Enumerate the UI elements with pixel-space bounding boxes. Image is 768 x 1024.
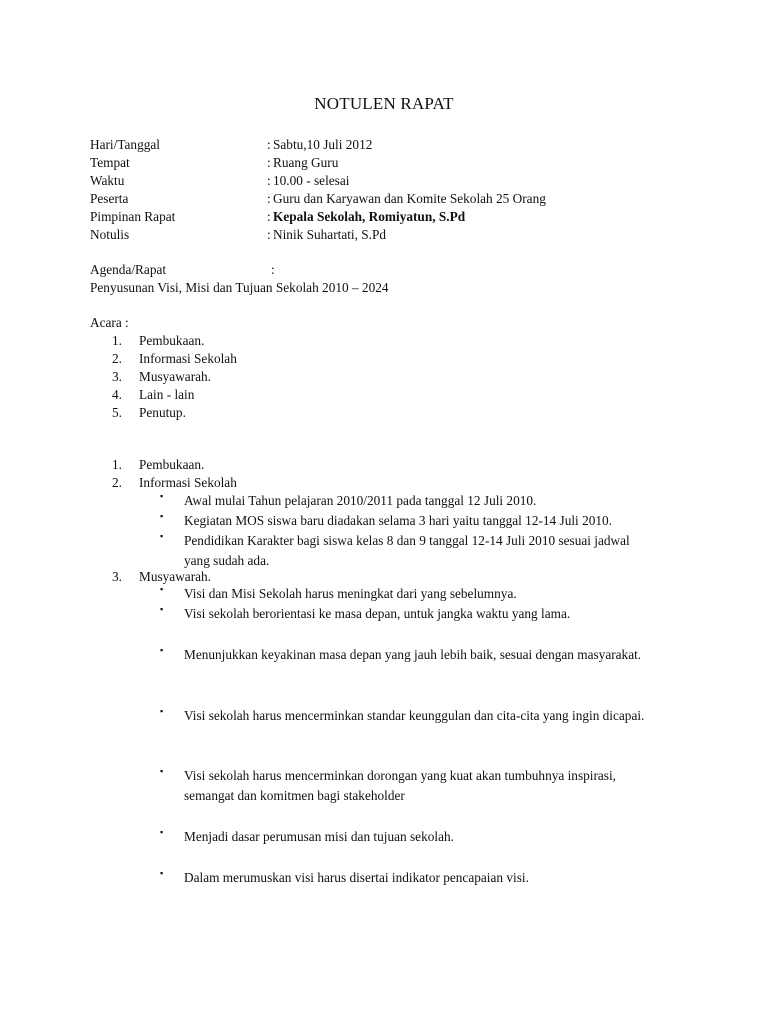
bullet-icon: ▪: [160, 827, 164, 837]
bullet-icon: ▪: [160, 531, 164, 541]
info-value: Ruang Guru: [273, 155, 339, 170]
bullet-icon: ▪: [160, 766, 164, 776]
bullet-text: Visi sekolah berorientasi ke masa depan, untuk jangka waktu yang lama.: [184, 606, 571, 621]
list-text: Pembukaan.: [139, 333, 205, 348]
info-value: Sabtu,10 Juli 2012: [273, 137, 373, 152]
acara-label: Acara :: [90, 315, 129, 330]
list-number: 2.: [112, 475, 122, 490]
info-label: Hari/Tanggal: [90, 137, 160, 152]
bullet-text: Visi sekolah harus mencerminkan dorongan yang kuat akan tumbuhnya inspirasi, semangat dan komitmen bagi stakeholder: [184, 768, 616, 803]
list-number: 5.: [112, 405, 122, 420]
info-value: Kepala Sekolah, Romiyatun, S.Pd: [273, 209, 466, 224]
info-separator: :: [267, 209, 271, 224]
info-separator: :: [267, 155, 271, 170]
agenda-heading: [90, 261, 389, 279]
list-text: Musyawarah.: [139, 569, 212, 584]
bullet-text: Dalam merumuskan visi harus disertai indikator pencapaian visi.: [184, 870, 529, 885]
agenda-separator: :: [271, 262, 275, 277]
bullet-icon: ▪: [160, 491, 164, 501]
info-separator: :: [267, 173, 271, 188]
bullet-text: Kegiatan MOS siswa baru diadakan selama 3 hari yaitu tanggal 12-14 Juli 2010.: [184, 513, 612, 528]
info-separator: :: [267, 227, 271, 242]
info-value: Ninik Suhartati, S.Pd: [273, 227, 387, 242]
info-separator: :: [267, 137, 271, 152]
list-text: Lain - lain: [139, 387, 195, 402]
bullet-text: Awal mulai Tahun pelajaran 2010/2011 pada tanggal 12 Juli 2010.: [184, 493, 537, 508]
list-text: Penutup.: [139, 405, 186, 420]
bullet-icon: ▪: [160, 584, 164, 594]
list-number: 1.: [112, 457, 122, 472]
list-number: 1.: [112, 333, 122, 348]
list-number: 3.: [112, 369, 122, 384]
bullet-text: Visi dan Misi Sekolah harus meningkat dari yang sebelumnya.: [184, 586, 517, 601]
bullet-icon: ▪: [160, 645, 164, 655]
agenda-section: [90, 261, 389, 297]
document-title: NOTULEN RAPAT: [314, 94, 454, 113]
bullet-text: Visi sekolah harus mencerminkan standar keunggulan dan cita-cita yang ingin dicapai.: [184, 708, 645, 723]
list-text: Informasi Sekolah: [139, 475, 237, 490]
list-text: Informasi Sekolah: [139, 351, 237, 366]
info-label: Notulis: [90, 227, 130, 242]
bullet-text: Menjadi dasar perumusan misi dan tujuan sekolah.: [184, 829, 454, 844]
list-number: 4.: [112, 387, 122, 402]
info-label: Peserta: [90, 191, 129, 206]
agenda-label: Agenda/Rapat: [90, 262, 167, 277]
list-number: 2.: [112, 351, 122, 366]
bullet-text: Menunjukkan keyakinan masa depan yang jauh lebih baik, sesuai dengan masyarakat.: [184, 647, 642, 662]
info-separator: :: [267, 191, 271, 206]
info-value: Guru dan Karyawan dan Komite Sekolah 25 Orang: [273, 191, 546, 206]
agenda-text: Penyusunan Visi, Misi dan Tujuan Sekolah 2010 – 2024: [90, 280, 389, 295]
bullet-icon: ▪: [160, 604, 164, 614]
info-label: Waktu: [90, 173, 125, 188]
bullet-icon: ▪: [160, 706, 164, 716]
list-number: 3.: [112, 569, 122, 584]
info-value: 10.00 - selesai: [273, 173, 350, 188]
list-text: Pembukaan.: [139, 457, 205, 472]
bullet-text: Pendidikan Karakter bagi siswa kelas 8 dan 9 tanggal 12-14 Juli 2010 sesuai jadwal yang sudah ada.: [184, 533, 630, 568]
info-label: Tempat: [90, 155, 130, 170]
info-label: Pimpinan Rapat: [90, 209, 176, 224]
bullet-icon: ▪: [160, 868, 164, 878]
bullet-icon: ▪: [160, 511, 164, 521]
acara-section: [90, 314, 129, 332]
list-text: Musyawarah.: [139, 369, 212, 384]
